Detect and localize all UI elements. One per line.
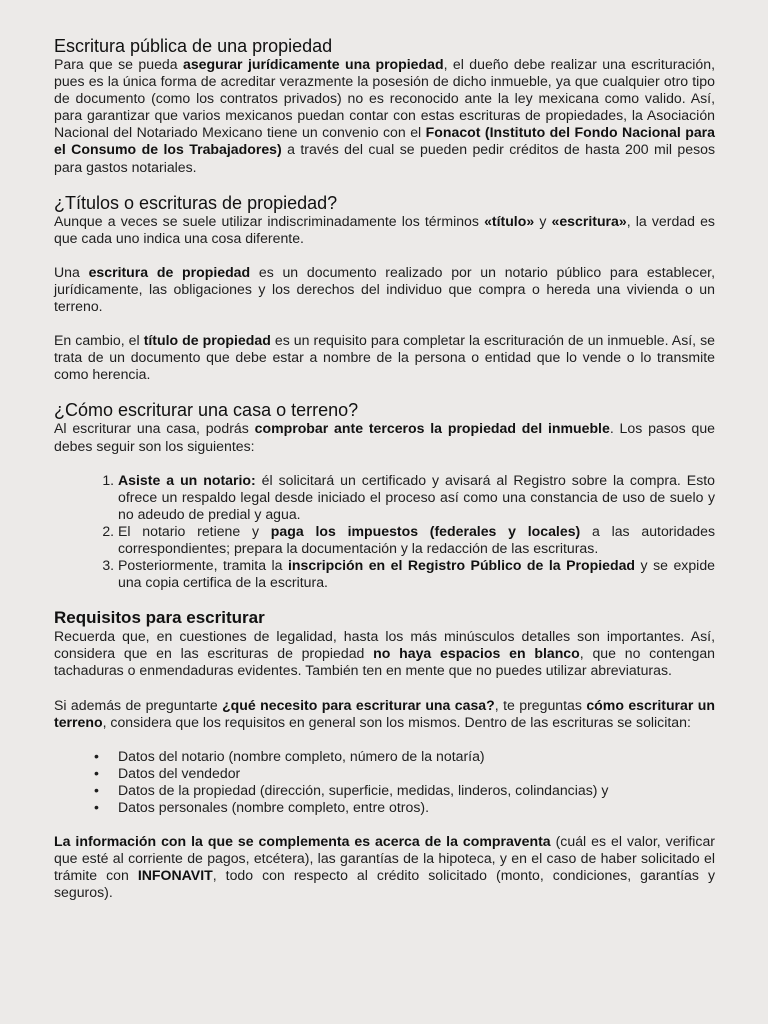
paragraph-requisitos-intro: Recuerda que, en cuestiones de legalidad, hasta los más minúsculos detalles son importantes. Así, considera que en las escrituras de propiedad no haya espacios en blanco, que no contengan tachaduras o enmendaduras evidentes. También ten en mente que no puedes utilizar abreviaturas. — [54, 628, 716, 679]
paragraph-titulos-intro: Aunque a veces se suele utilizar indiscriminadamente los términos «título» y «escritura», la verdad es que cada uno indica una cosa diferente. — [54, 212, 715, 246]
bullet-glyph: • — [94, 764, 99, 781]
paragraph-titulo-definicion: En cambio, el título de propiedad es un requisito para completar la escrituración de un inmueble. Así, se trata de un documento que debe estar a nombre de la persona o entidad que lo vende o lo transmite como herencia. — [54, 332, 716, 383]
section-heading-titulos: ¿Títulos o escrituras de propiedad? — [54, 192, 338, 213]
requirements-list — [54, 748, 715, 816]
section-heading-escritura-publica: Escritura pública de una propiedad — [54, 36, 333, 56]
bullet-glyph: • — [94, 799, 99, 815]
section-como-escriturar — [54, 400, 715, 591]
paragraph-requisitos-terreno: Si además de preguntarte ¿qué necesito para escriturar una casa?, te preguntas cómo escriturar un terreno, considera que los requisitos en general son los mismos. Dentro de las escrituras se solicitan: — [54, 696, 715, 730]
paragraph-compraventa: La información con la que se complementa es acerca de la compraventa (cuál es el valor, verificar que esté al corriente de pagos, etcétera), las garantías de la hipoteca, y en el caso de haber solicitado el trámite con INFONAVIT, todo con respecto al crédito solicitado (monto, condiciones, garantías y seguros). — [54, 833, 715, 901]
list-item: • Datos de la propiedad (dirección, superficie, medidas, linderos, colindancias) y — [94, 781, 609, 798]
list-item: • Datos personales (nombre completo, entre otros). — [94, 799, 429, 815]
paragraph-escritura-definicion: Una escritura de propiedad es un documento realizado por un notario público para establecer, jurídicamente, las obligaciones y los derechos del individuo que compra o hereda una vivienda o un terreno. — [54, 263, 715, 315]
section-heading-como-escriturar: ¿Cómo escriturar una casa o terreno? — [54, 400, 359, 421]
list-item: • Datos del vendedor — [94, 764, 241, 781]
list-item: • Datos del notario (nombre completo, número de la notaría) — [94, 747, 485, 764]
section-titulos — [54, 193, 715, 384]
list-item: 3. Posteriormente, tramita la inscripción en el Registro Público de la Propiedad y se expide una copia certifica de la escritura. — [118, 557, 715, 591]
list-item: 2. El notario retiene y paga los impuestos (federales y locales) a las autoridades correspondientes; prepara la documentación y la redacción de las escrituras. — [118, 523, 715, 557]
section-requisitos — [54, 608, 715, 901]
section-heading-requisitos: Requisitos para escriturar — [54, 608, 265, 628]
paragraph-escritura-intro: Para que se pueda asegurar jurídicamente una propiedad, el dueño debe realizar una escrituración, pues es la única forma de acreditar verazmente la posesión de dicho inmueble, ya que cualquier otro tipo de documento (como los contratos privados) no es reconocido ante la ley mexicana como valido. Así, para garantizar que varios mexicanos puedan contar con estas escrituras de propiedades, la Asociación Nacional del Notariado Mexicano tiene un convenio con el Fonacot (Instituto del Fondo Nacional para el Consumo de los Trabajadores) a través del cual se pueden pedir créditos de hasta 200 mil pesos para gastos notariales. — [54, 56, 715, 175]
paragraph-como-escriturar-intro: Al escriturar una casa, podrás comprobar ante terceros la propiedad del inmueble. Los pasos que debes seguir son los siguientes: — [54, 420, 716, 454]
bullet-glyph: • — [94, 747, 99, 764]
list-item: 1. Asiste a un notario: él solicitará un certificado y avisará al Registro sobre la compra. Esto ofrece un respaldo legal desde iniciado el proceso así como una constancia de uso de suelo y no adeudo de predial y agua. — [118, 472, 715, 523]
bullet-glyph: • — [94, 781, 99, 798]
steps-list — [54, 472, 715, 592]
document-body — [54, 36, 715, 901]
